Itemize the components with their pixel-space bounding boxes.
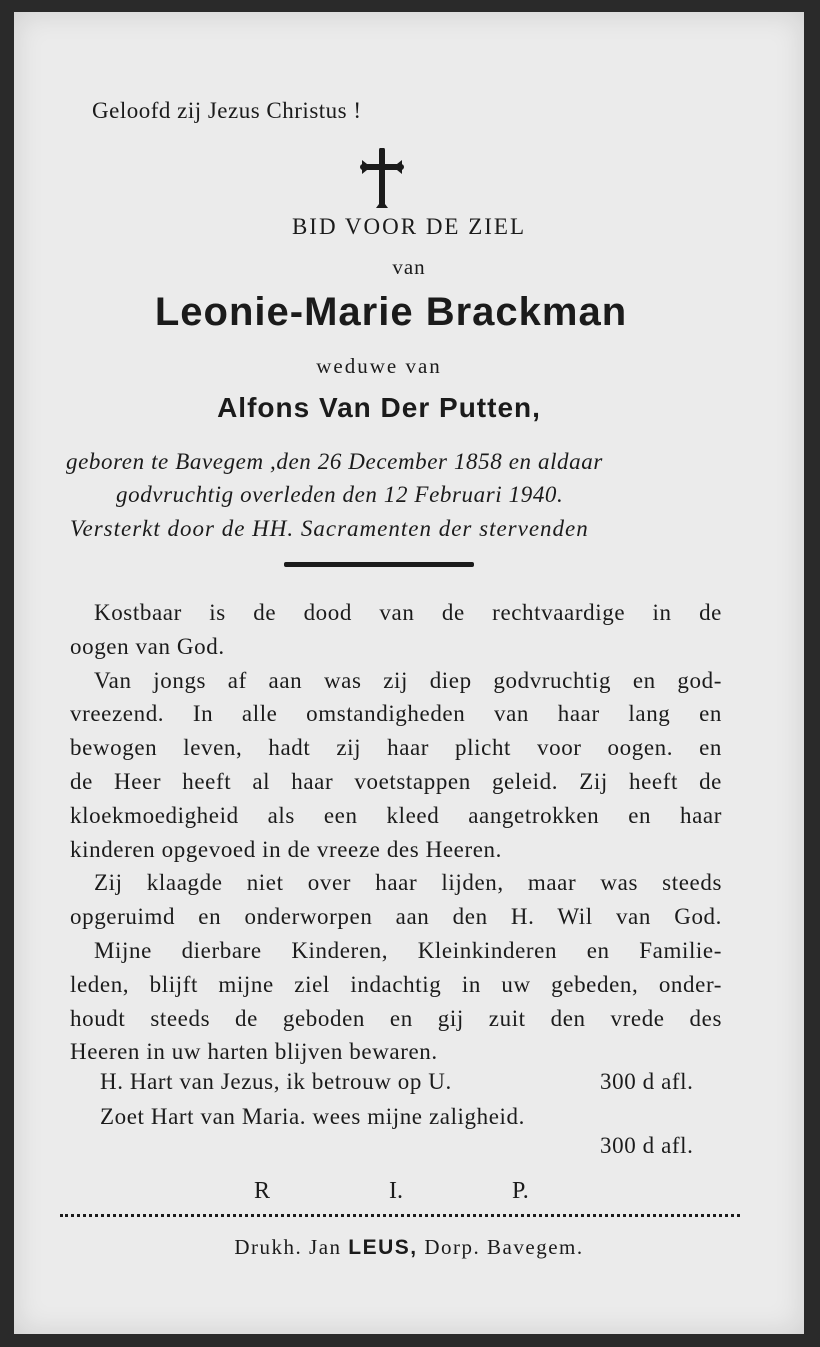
text-line: Kostbaar is de dood van de rechtvaardige in de [94, 600, 722, 625]
prayer-sacred-heart: H. Hart van Jezus, ik betrouw op U. [100, 1069, 452, 1094]
indulgence-label: 300 d afl. [600, 1133, 694, 1158]
text-line: oogen van God. [70, 633, 225, 659]
text-line: Mijne dierbare Kinderen, Kleinkinderen en Familie- [94, 937, 722, 963]
text-line: leden, blijft mijne ziel indachtig in uw gebeden, onder- [70, 971, 722, 997]
printer-line [14, 1235, 804, 1260]
prayer-mary: Zoet Hart van Maria. wees mijne zaligheid. [100, 1104, 525, 1129]
greeting: Geloofd zij Jezus Christus ! [92, 98, 362, 123]
prayer-heading: BID VOOR DE ZIEL [291, 214, 527, 239]
memorial-card [14, 12, 804, 1334]
printer-prefix: Drukh. Jan [234, 1235, 342, 1259]
divider [284, 562, 474, 567]
text-line: houdt steeds de geboden en gij zuit den vrede des [70, 1005, 722, 1031]
text-line: vreezend. In alle omstandigheden van haar lang en [70, 701, 722, 727]
indulgence-label: 300 d afl. [600, 1069, 694, 1094]
birth-line: geboren te Bavegem ,den 26 December 1858 en aldaar [66, 449, 603, 474]
memorial-text [70, 596, 722, 1069]
text-line: kloekmoedigheid als een kleed aangetrokken en haar [70, 802, 722, 828]
cross-icon [360, 148, 404, 210]
rip-p: P. [512, 1178, 529, 1204]
text-line: de Heer heeft al haar voetstappen geleid. Zij heeft de [70, 768, 722, 794]
of-label: van [392, 255, 426, 279]
rip-r: R [254, 1178, 271, 1204]
dotted-divider [60, 1214, 740, 1217]
text-line: opgeruimd en onderworpen aan den H. Wil van God. [70, 904, 722, 930]
text-line: Zij klaagde niet over haar lijden, maar was steeds [94, 870, 722, 896]
text-line: Van jongs af aan was zij diep godvruchtig en god- [94, 667, 722, 693]
sacraments-line: Versterkt door de HH. Sacramenten der stervenden [70, 516, 589, 541]
text-line: bewogen leven, hadt zij haar plicht voor oogen. en [70, 735, 722, 761]
husband-name: Alfons Van Der Putten, [217, 392, 541, 423]
deceased-name: Leonie-Marie Brackman [154, 290, 628, 334]
text-line: Heeren in uw harten blijven bewaren. [70, 1039, 438, 1065]
printer-name: LEUS, [348, 1236, 418, 1259]
text-line: kinderen opgevoed in de vreeze des Heeren. [70, 836, 502, 862]
printer-address: Dorp. Bavegem. [424, 1235, 584, 1259]
widow-label: weduwe van [316, 354, 442, 378]
death-line: godvruchtig overleden den 12 Februari 1940. [116, 482, 564, 507]
rip-i: I. [389, 1178, 403, 1204]
